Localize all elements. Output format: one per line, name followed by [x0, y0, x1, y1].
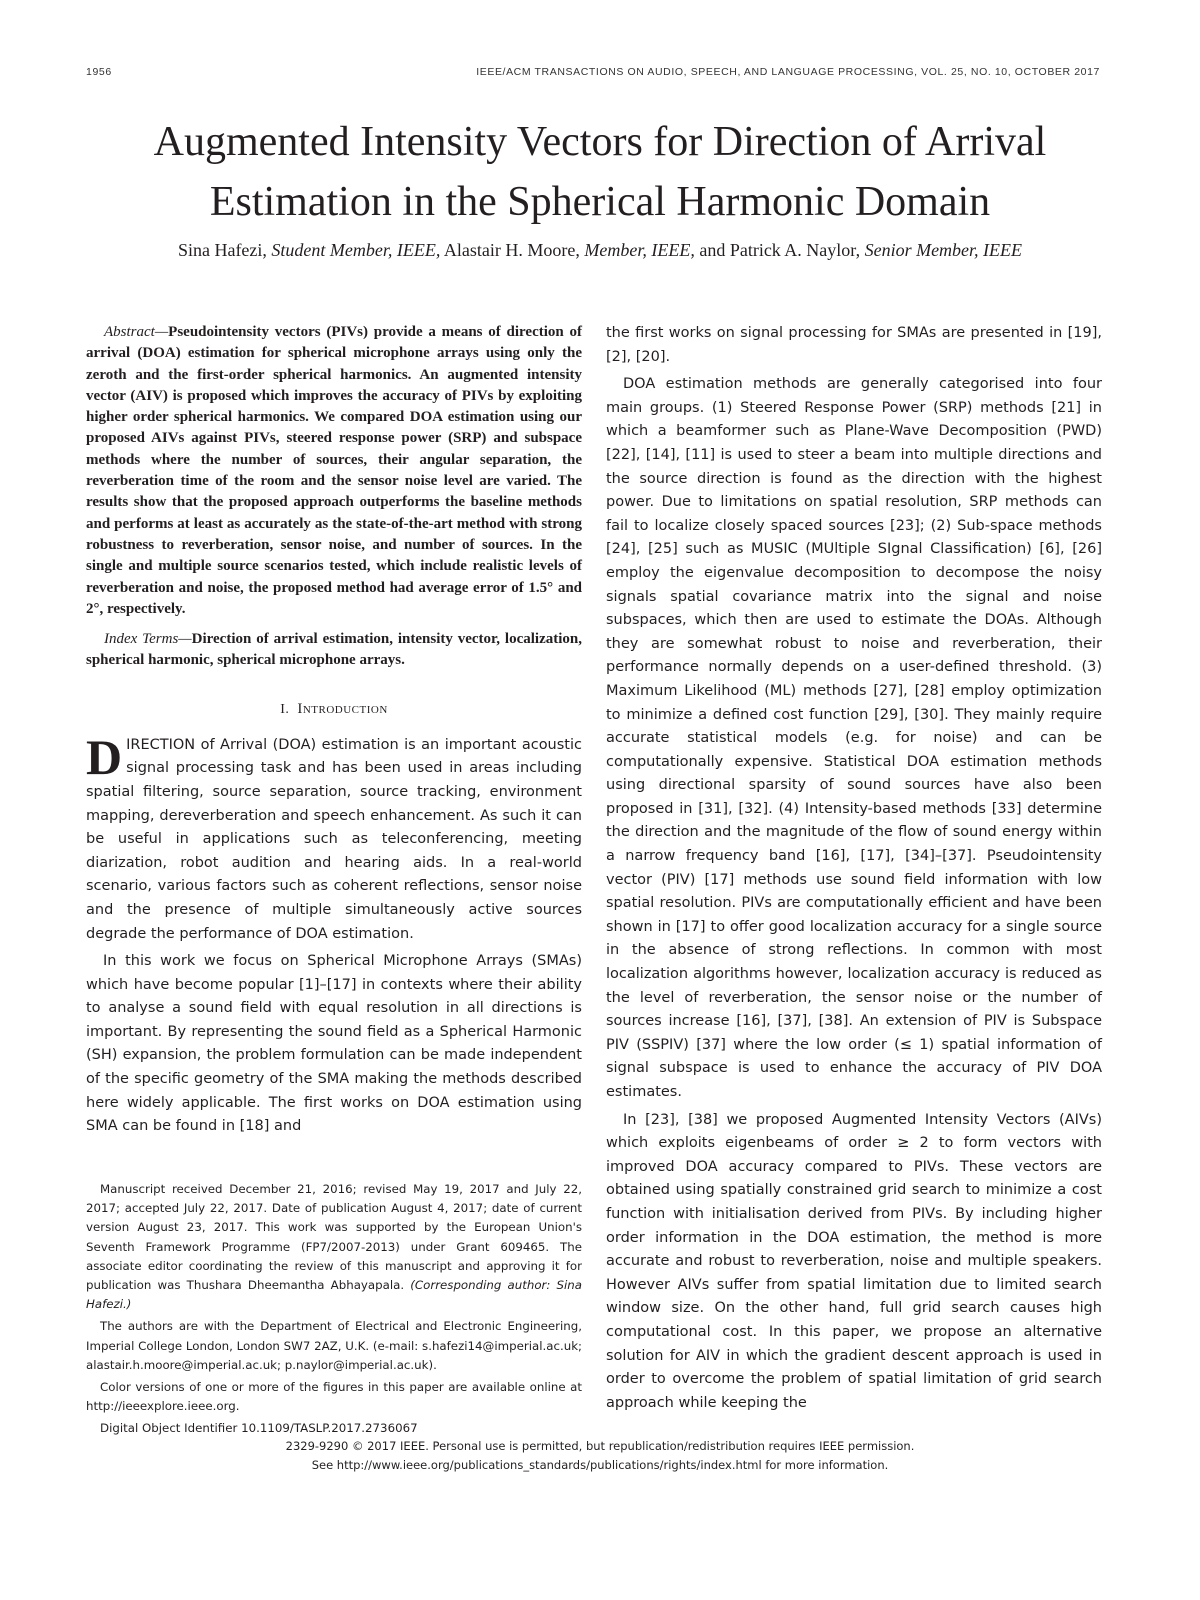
abstract-text: Pseudointensity vectors (PIVs) provide a means of direction of arrival (DOA) estimation for spherical microphone arrays using only the zeroth and the first-order spherical harmonics. An augmented intensity vector (AIV) is proposed which improves the accuracy of PIVs by exploiting higher order spherical harmonics. We compared DOA estimation using our proposed AIVs against PIVs, steered response power (SRP) and subspace methods where the number of sources, their angular separation, the reverberation time of the room and the sensor noise level are varied. The results show that the proposed approach outperforms the baseline methods and performs at least as accurately as the state-of-the-art method with strong robustness to reverberation, sensor noise, and number of sources. In the single and multiple source scenarios tested, which include realistic levels of reverberation and noise, the proposed method had average error of 1.5° and 2°, respectively. — [86, 324, 582, 617]
author-list — [60, 238, 1140, 262]
footnote-color: Color versions of one or more of the figures in this paper are available online at http://ieeexplore.ieee.org. — [86, 1380, 582, 1414]
footnote-doi: Digital Object Identifier 10.1109/TASLP.2017.2736067 — [100, 1421, 418, 1436]
intro-paragraph-5: In [23], [38] we proposed Augmented Intensity Vectors (AIVs) which exploits eigenbeams of order ≥ 2 to form vectors with improved DOA accuracy compared to PIVs. These vectors are obtained using spatially constrained grid search to minimize a cost function with initialisation derived from PIVs. By including higher order information in the DOA estimation, the method is more accurate and robust to reverberation, noise and multiple speakers. However AIVs suffer from spatial limitation due to limited search window size. On the other hand, full grid search causes high computational cost. In this paper, we propose an alternative solution for AIV in which the gradient descent approach is used in order to overcome the problem of spatial limitation of grid search approach while keeping the — [606, 1111, 1102, 1411]
footnote-corresponding: (Corresponding author: Sina Hafezi.) — [86, 1278, 582, 1312]
intro-paragraph-4: DOA estimation methods are generally categorised into four main groups. (1) Steered Response Power (SRP) methods [21] in which a beamformer such as Plane-Wave Decomposition (PWD) [22], [14], [11] is used to steer a beam into multiple directions and the source direction is found as the direction with the highest power. Due to limitations on spatial resolution, SRP methods can fail to localize closely spaced sources [23]; (2) Sub-space methods [24], [25] such as MUSIC (MUltiple SIgnal Classification) [6], [26] employ the eigenvalue decomposition to decompose the noisy signals spatial covariance matrix into the signal and noise subspaces, which then are used to estimate the DOAs. Although they are somewhat robust to noise and reverberation, their performance normally depends on a user-defined threshold. (3) Maximum Likelihood (ML) methods [27], [28] employ optimization to minimize a defined cost function [29], [30]. They mainly require accurate statistical models (e.g. for noise) and can be computationally expensive. Statistical DOA estimation methods using directional sparsity of sound sources have also been proposed in [31], [32]. (4) Intensity-based methods [33] determine the direction and the magnitude of the flow of sound energy within a narrow frequency band [16], [17], [34]–[37]. Pseudointensity vector (PIV) [17] methods use sound field information with low spatial resolution. PIVs are computationally efficient and have been shown in [17] to offer good localization accuracy for a single source in the absence of strong reflections. In common with most localization algorithms however, localization accuracy is reduced as the level of reverberation, the sensor noise or the number of sources increase [16], [37], [38]. An extension of PIV is Subspace PIV (SSPIV) [37] where the low order (≤ 1) spatial information of signal subspace is used to enhance the accuracy of PIV DOA estimates. — [606, 376, 1102, 1100]
abstract — [86, 322, 582, 620]
intro-paragraph-1-text: IRECTION of Arrival (DOA) estimation is an important acoustic signal processing task and has been used in areas including spatial filtering, source separation, source tracking, environment mapping, dereverberation and speech enhancement. As such it can be useful in applications such as teleconferencing, meeting diarization, robot audition and hearing aids. In a real-world scenario, various factors such as coherent reflections, sensor noise and the presence of multiple simultaneously active sources degrade the performance of DOA estimation. — [86, 736, 582, 942]
running-header — [86, 66, 1100, 82]
title-line-2: Estimation in the Spherical Harmonic Domain — [209, 179, 991, 225]
right-column — [606, 322, 1102, 1419]
footnotes — [86, 1180, 582, 1442]
copyright-footer — [100, 1437, 1100, 1475]
copyright-line-2: See http://www.ieee.org/publications_standards/publications/rights/index.html for more information. — [311, 1458, 889, 1472]
index-terms-text: Direction of arrival estimation, intensity vector, localization, spherical harmonic, spherical microphone arrays. — [86, 631, 582, 669]
index-terms — [86, 629, 582, 672]
author-3-name: and Patrick A. Naylor, — [699, 240, 861, 260]
footnote-manuscript: Manuscript received December 21, 2016; revised May 19, 2017 and July 22, 2017; accepted July 22, 2017. Date of publication August 4, 2017; date of current version August 23, 2017. This work was supported by the European Union's Seventh Framework Programme (FP7/2007-2013) under Grant 609465. The associate editor coordinating the review of this manuscript and approving it for publication was Thushara Dheemantha Abhayapala. (Corresponding author: Sina Hafezi.) — [86, 1182, 582, 1312]
intro-paragraph-1 — [86, 728, 582, 946]
title-line-1: Augmented Intensity Vectors for Direction of Arrival — [153, 119, 1047, 165]
abstract-label: Abstract— — [104, 324, 169, 340]
journal-name: IEEE/ACM TRANSACTIONS ON AUDIO, SPEECH, AND LANGUAGE PROCESSING, VOL. 25, NO. 10, OCTOBER 2017 — [476, 66, 1100, 78]
intro-paragraph-3: the first works on signal processing for SMAs are presented in [19], [2], [20]. — [606, 325, 1102, 365]
author-1-role: Student Member, IEEE, — [271, 240, 441, 260]
author-2-role: Member, IEEE, — [584, 240, 695, 260]
index-terms-label: Index Terms— — [104, 631, 192, 648]
paper-title — [60, 112, 1140, 232]
section-number: I. — [280, 701, 290, 717]
drop-cap: D — [86, 728, 123, 785]
page-number: 1956 — [86, 66, 112, 78]
intro-paragraph-2: In this work we focus on Spherical Microphone Arrays (SMAs) which have become popular [1]–[17] in contexts where their ability to analyse a sound field with equal resolution in all directions is important. By representing the sound field as a Spherical Harmonic (SH) expansion, the problem formulation can be made independent of the specific geometry of the SMA making the methods described here widely applicable. The first works on DOA estimation using SMA can be found in [18] and — [86, 953, 582, 1135]
section-heading — [86, 698, 582, 720]
author-2-name: Alastair H. Moore, — [443, 240, 580, 260]
footnote-affiliation: The authors are with the Department of Electrical and Electronic Engineering, Imperial College London, London SW7 2AZ, U.K. (e-mail: s.hafezi14@imperial.ac.uk; alastair.h.moore@imperial.ac.uk; p.naylor@imperial.ac.uk). — [86, 1319, 582, 1372]
section-title: Introduction — [297, 700, 388, 717]
copyright-line-1: 2329-9290 © 2017 IEEE. Personal use is permitted, but republication/redistribution requires IEEE permission. — [285, 1439, 915, 1453]
author-1-name: Sina Hafezi, — [177, 240, 267, 260]
author-3-role: Senior Member, IEEE — [864, 240, 1023, 260]
left-column — [86, 322, 582, 1143]
